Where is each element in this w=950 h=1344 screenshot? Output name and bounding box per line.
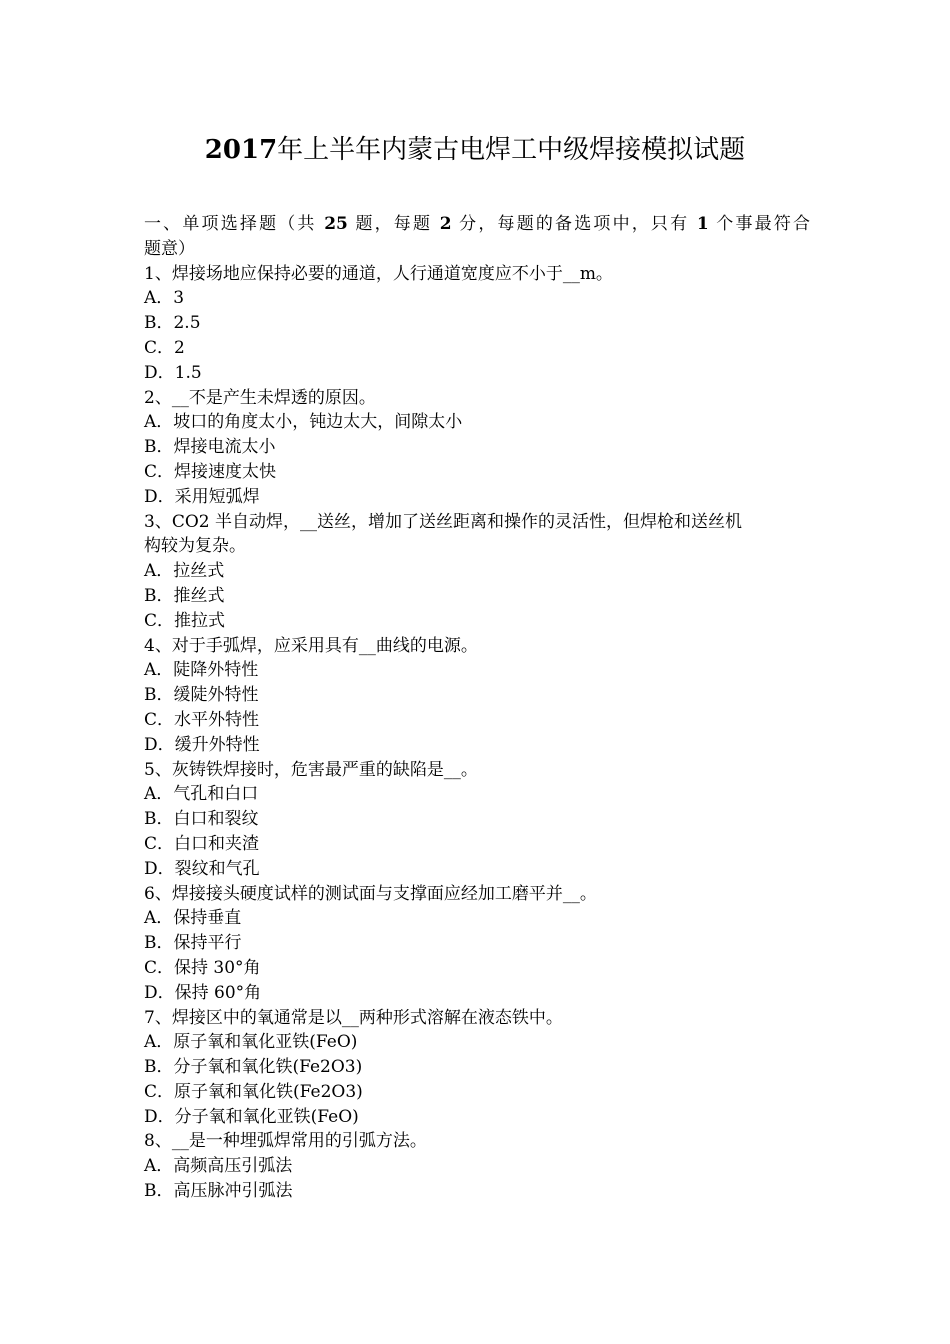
option-a: A．拉丝式 — [144, 561, 225, 582]
option-a: A．高频高压引弧法 — [144, 1156, 293, 1177]
question-count: 25 — [324, 214, 348, 234]
option-c: C．2 — [144, 337, 185, 358]
question-2 — [144, 386, 810, 510]
question-3 — [144, 510, 810, 634]
title-year: 2017 — [204, 135, 278, 165]
option-a: A．保持垂直 — [144, 908, 242, 929]
option-b: B．推丝式 — [144, 585, 225, 606]
option-b: B．高压脉冲引弧法 — [144, 1181, 293, 1202]
option-d: D．缓升外特性 — [144, 734, 260, 755]
option-a: A．3 — [144, 288, 185, 309]
option-a: A．气孔和白口 — [144, 784, 259, 805]
option-b: B．分子氧和氧化铁(Fe2O3) — [144, 1057, 363, 1078]
question-7 — [144, 1006, 810, 1130]
question-5 — [144, 758, 810, 882]
option-b: B．2.5 — [144, 313, 201, 334]
option-d: D．1.5 — [144, 362, 202, 383]
question-stem: 6、焊接接头硬度试样的测试面与支撑面应经加工磨平并__。 — [144, 883, 597, 904]
option-c: C．保持 30°角 — [144, 957, 261, 978]
question-stem-line2: 构较为复杂。 — [144, 536, 246, 557]
question-6 — [144, 882, 810, 1006]
option-d: D．保持 60°角 — [144, 982, 262, 1003]
question-4 — [144, 634, 810, 758]
option-b: B．缓陡外特性 — [144, 685, 259, 706]
question-stem: 7、焊接区中的氧通常是以__两种形式溶解在液态铁中。 — [144, 1007, 563, 1028]
option-c: C．焊接速度太快 — [144, 461, 277, 482]
option-c: C．水平外特性 — [144, 709, 260, 730]
question-stem: 5、灰铸铁焊接时，危害最严重的缺陷是__。 — [144, 759, 478, 780]
question-stem: 4、对于手弧焊，应采用具有__曲线的电源。 — [144, 635, 478, 656]
option-b: B．白口和裂纹 — [144, 809, 259, 830]
section-heading — [144, 212, 810, 262]
option-b: B．保持平行 — [144, 933, 242, 954]
document-body — [144, 212, 810, 1204]
option-c: C．原子氧和氧化铁(Fe2O3) — [144, 1081, 363, 1102]
option-a: A．原子氧和氧化亚铁(FeO) — [144, 1032, 358, 1053]
option-c: C．白口和夹渣 — [144, 833, 260, 854]
section-heading-line2: 题意） — [144, 238, 195, 259]
section-heading-line1: 一、单项选择题（共 25 题，每题 2 分，每题的备选项中，只有 1 个事最符合 — [144, 214, 811, 234]
option-d: D．裂纹和气孔 — [144, 858, 260, 879]
option-a: A．陡降外特性 — [144, 660, 259, 681]
question-stem-line1: 3、CO2 半自动焊，__送丝，增加了送丝距离和操作的灵活性，但焊枪和送丝机 — [144, 511, 742, 532]
page-title — [0, 133, 950, 167]
question-1 — [144, 262, 810, 386]
question-8 — [144, 1129, 810, 1203]
option-d: D．采用短弧焊 — [144, 486, 260, 507]
option-b: B．焊接电流太小 — [144, 437, 276, 458]
correct-count: 1 — [696, 214, 709, 234]
question-stem: 2、__不是产生未焊透的原因。 — [144, 387, 376, 408]
question-points: 2 — [439, 214, 452, 234]
option-a: A．坡口的角度太小，钝边太大，间隙太小 — [144, 412, 463, 433]
question-stem: 1、焊接场地应保持必要的通道，人行通道宽度应不小于__m。 — [144, 263, 613, 284]
option-c: C．推拉式 — [144, 610, 226, 631]
question-stem: 8、__是一种埋弧焊常用的引弧方法。 — [144, 1131, 427, 1152]
title-text: 年上半年内蒙古电焊工中级焊接模拟试题 — [277, 135, 746, 165]
option-d: D．分子氧和氧化亚铁(FeO) — [144, 1106, 359, 1127]
